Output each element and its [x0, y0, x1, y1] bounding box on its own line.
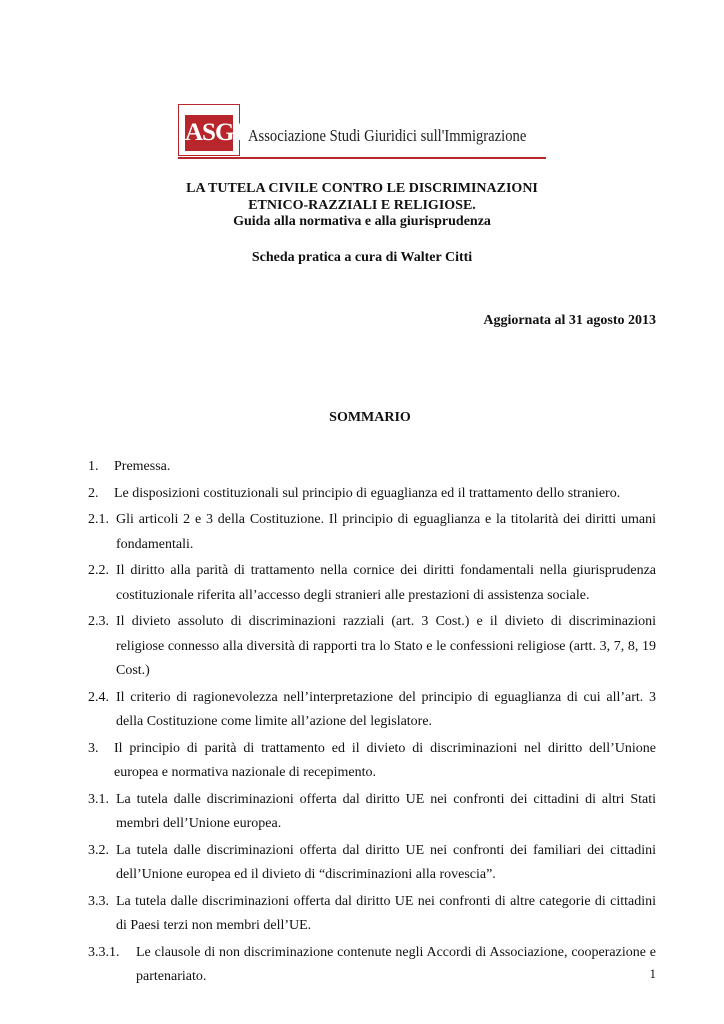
toc-text: La tutela dalle discriminazioni offerta dal diritto UE nei confronti dei cittadini di altri Stati membri dell’Unione europea. [116, 791, 656, 831]
title-line-1: LA TUTELA CIVILE CONTRO LE DISCRIMINAZIONI [186, 181, 538, 196]
header-rule [178, 157, 546, 159]
update-date: Aggiornata al 31 agosto 2013 [483, 313, 656, 328]
toc-number: 2.1. [88, 512, 109, 527]
toc-text: Il criterio di ragionevolezza nell’interpretazione del principio di eguaglianza di cui all’art. 3 della Costituzione come limite all’azione del legislatore. [116, 689, 656, 729]
toc-text: Il divieto assoluto di discriminazioni razziali (art. 3 Cost.) e il divieto di discriminazioni religiose connesso alla diversità di rapporti tra lo Stato e le confessioni religiose (artt. 3, 7, 8, 19 Cost.) [116, 614, 656, 678]
toc-text: Gli articoli 2 e 3 della Costituzione. Il principio di eguaglianza e la titolarità dei diritti umani fondamentali. [116, 512, 656, 552]
toc-entry [88, 941, 656, 990]
toc-entry [88, 610, 656, 684]
toc-number: 2. [88, 485, 99, 501]
toc-text: Le clausole di non discriminazione contenute negli Accordi di Associazione, cooperazione e partenariato. [136, 944, 656, 984]
page-number: 1 [649, 966, 656, 981]
toc-entry [88, 482, 656, 507]
toc-entry [88, 839, 656, 888]
toc-entry [88, 890, 656, 939]
toc-entry [88, 686, 656, 735]
toc-text: Il diritto alla parità di trattamento nella cornice dei diritti fondamentali nella giurisprudenza costituzionale riferita all’accesso degli stranieri alle prestazioni di assistenza sociale. [116, 563, 656, 603]
toc-entry [88, 559, 656, 608]
toc-number: 2.2. [88, 563, 109, 578]
organization-name: Associazione Studi Giuridici sull'Immigrazione [248, 126, 527, 145]
toc-number: 3.1. [88, 791, 109, 807]
toc-number: 2.4. [88, 689, 109, 705]
toc-entry [88, 737, 656, 786]
toc-number: 3.3.1. [88, 944, 120, 960]
toc-entry [88, 788, 656, 837]
toc-entry [88, 455, 656, 480]
logo-mark: ASGI [185, 115, 233, 151]
summary-heading: SOMMARIO [329, 410, 411, 425]
logo-box [178, 104, 243, 156]
toc-text: Il principio di parità di trattamento ed il divieto di discriminazioni nel diritto dell’Unione europea e normativa nazionale di recepimento. [114, 740, 656, 780]
toc-text: La tutela dalle discriminazioni offerta dal diritto UE nei confronti di altre categorie di cittadini di Paesi terzi non membri dell’UE. [116, 893, 656, 933]
toc-number: 2.3. [88, 614, 109, 629]
table-of-contents [88, 455, 656, 992]
toc-number: 3. [88, 740, 99, 756]
toc-number: 1. [88, 459, 99, 474]
author-line: Scheda pratica a cura di Walter Citti [251, 250, 473, 265]
toc-text: Le disposizioni costituzionali sul principio di eguaglianza ed il trattamento dello straniero. [114, 485, 621, 501]
toc-number: 3.2. [88, 842, 109, 858]
toc-text: Premessa. [114, 459, 171, 474]
toc-entry [88, 508, 656, 557]
title-line-2: ETNICO-RAZZIALI E RELIGIOSE. [248, 198, 476, 213]
toc-number: 3.3. [88, 893, 109, 909]
asgi-logo [178, 104, 546, 160]
toc-text: La tutela dalle discriminazioni offerta dal diritto UE nei confronti dei familiari dei cittadini dell’Unione europea ed il divieto di “discriminazioni alla rovescia”. [116, 842, 656, 882]
subtitle: Guida alla normativa e alla giurisprudenza [233, 214, 491, 229]
